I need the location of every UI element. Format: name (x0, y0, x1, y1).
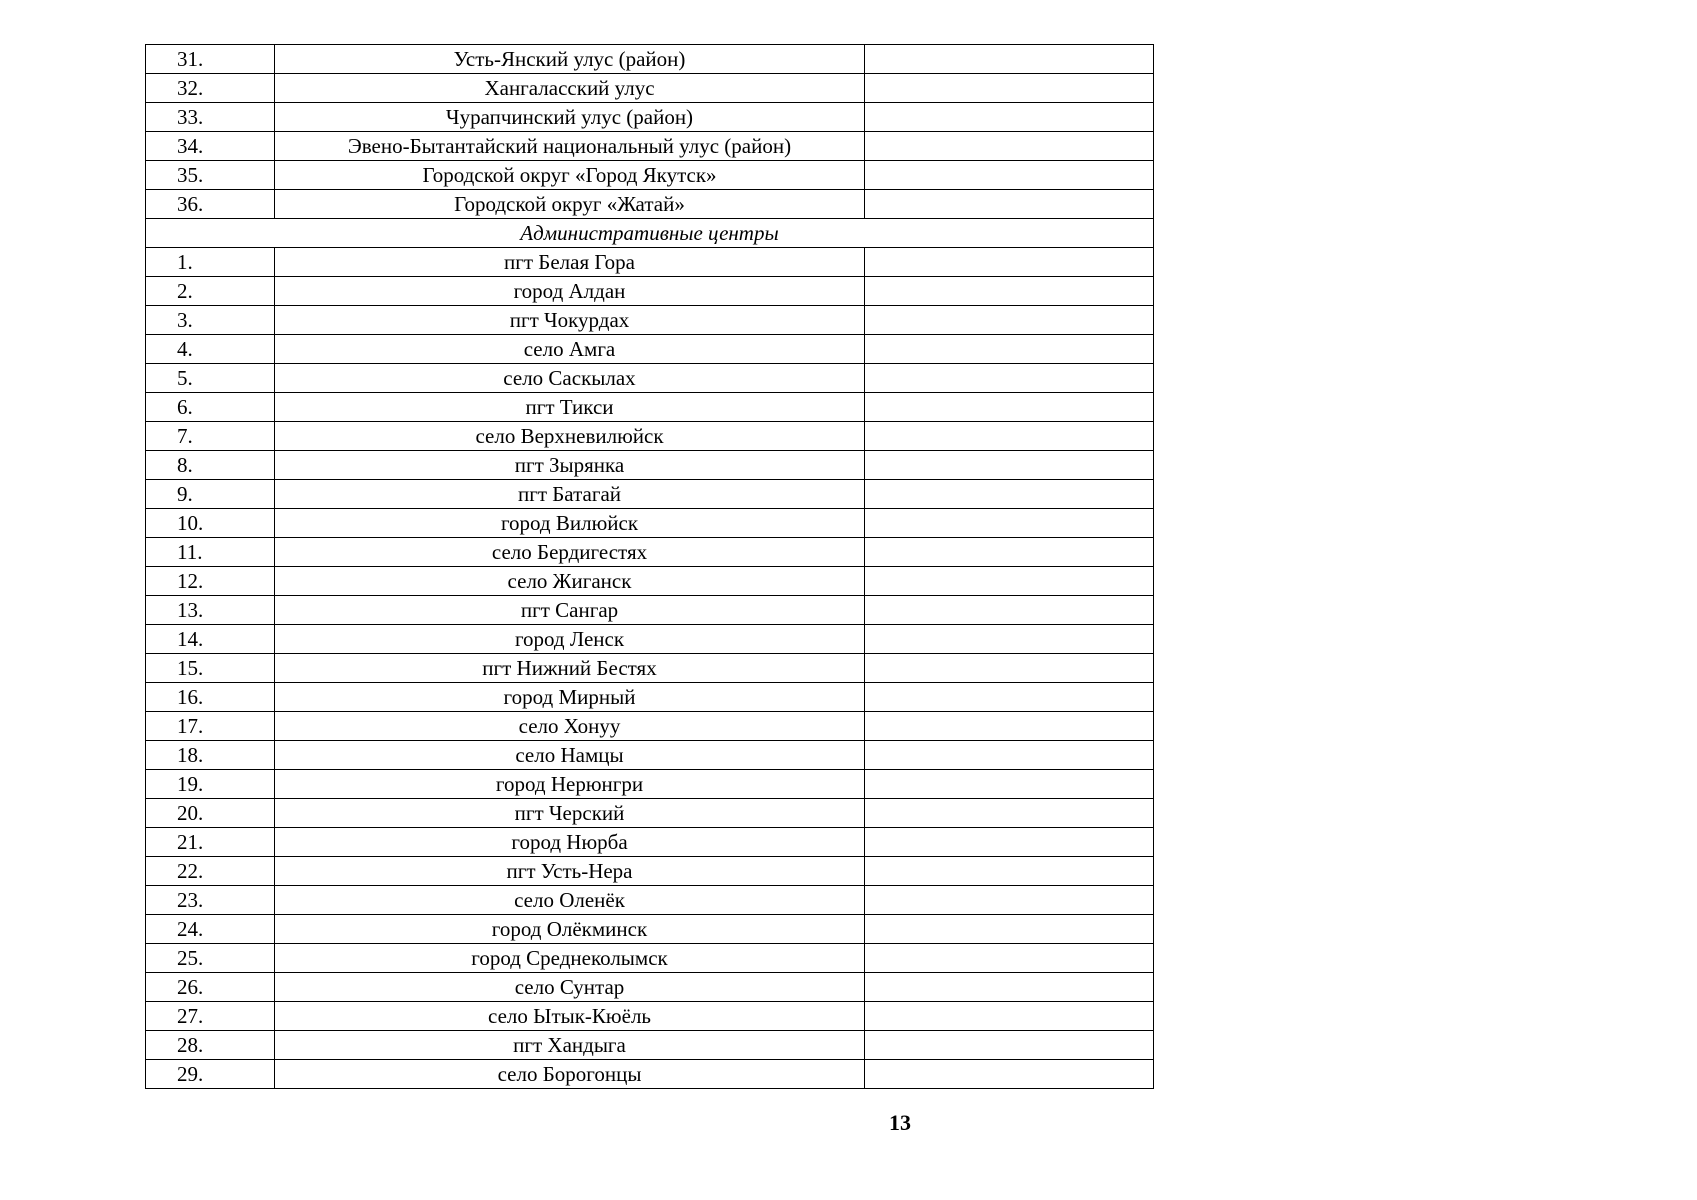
table-row (146, 277, 1154, 306)
row-extra (865, 161, 1154, 190)
row-name: село Верхневилюйск (275, 422, 865, 451)
row-number: 15. (146, 654, 275, 683)
section-header-row (146, 219, 1154, 248)
row-name: пгт Нижний Бестях (275, 654, 865, 683)
table-row (146, 306, 1154, 335)
row-name: пгт Сангар (275, 596, 865, 625)
row-number: 1. (146, 248, 275, 277)
row-extra (865, 596, 1154, 625)
table-row (146, 1060, 1154, 1089)
row-number: 20. (146, 799, 275, 828)
row-extra (865, 770, 1154, 799)
row-number: 35. (146, 161, 275, 190)
row-extra (865, 654, 1154, 683)
table-row (146, 828, 1154, 857)
row-extra (865, 538, 1154, 567)
table-row (146, 596, 1154, 625)
row-name: город Вилюйск (275, 509, 865, 538)
row-name: село Амга (275, 335, 865, 364)
row-name: село Бердигестях (275, 538, 865, 567)
row-number: 25. (146, 944, 275, 973)
row-extra (865, 973, 1154, 1002)
row-number: 21. (146, 828, 275, 857)
row-extra (865, 683, 1154, 712)
table-row (146, 190, 1154, 219)
row-number: 13. (146, 596, 275, 625)
row-extra (865, 944, 1154, 973)
row-number: 24. (146, 915, 275, 944)
row-extra (865, 277, 1154, 306)
row-name: город Нюрба (275, 828, 865, 857)
row-number: 10. (146, 509, 275, 538)
row-number: 28. (146, 1031, 275, 1060)
table-row (146, 741, 1154, 770)
row-number: 31. (146, 45, 275, 74)
row-name: село Жиганск (275, 567, 865, 596)
row-number: 9. (146, 480, 275, 509)
table-row (146, 683, 1154, 712)
table-body-section (146, 219, 1154, 248)
row-name: село Оленёк (275, 886, 865, 915)
row-extra (865, 45, 1154, 74)
row-number: 18. (146, 741, 275, 770)
table-row (146, 1031, 1154, 1060)
row-number: 32. (146, 74, 275, 103)
row-number: 26. (146, 973, 275, 1002)
table-row (146, 915, 1154, 944)
row-number: 8. (146, 451, 275, 480)
table-row (146, 886, 1154, 915)
table-row (146, 451, 1154, 480)
row-number: 6. (146, 393, 275, 422)
row-extra (865, 712, 1154, 741)
row-name: пгт Хандыга (275, 1031, 865, 1060)
row-number: 27. (146, 1002, 275, 1031)
row-name: пгт Тикси (275, 393, 865, 422)
row-name: Чурапчинский улус (район) (275, 103, 865, 132)
section-title: Административные центры (146, 219, 1154, 248)
row-number: 19. (146, 770, 275, 799)
table-row (146, 509, 1154, 538)
row-name: город Алдан (275, 277, 865, 306)
table-row (146, 422, 1154, 451)
row-name: село Борогонцы (275, 1060, 865, 1089)
row-name: Городской округ «Город Якутск» (275, 161, 865, 190)
row-extra (865, 567, 1154, 596)
table-row (146, 567, 1154, 596)
row-extra (865, 74, 1154, 103)
table-row (146, 944, 1154, 973)
districts-table (145, 44, 1154, 1089)
row-number: 11. (146, 538, 275, 567)
table-row (146, 973, 1154, 1002)
table-body-districts (146, 45, 1154, 219)
table-row (146, 1002, 1154, 1031)
row-name: пгт Зырянка (275, 451, 865, 480)
table-row (146, 625, 1154, 654)
table-row (146, 74, 1154, 103)
row-extra (865, 364, 1154, 393)
row-extra (865, 799, 1154, 828)
row-extra (865, 103, 1154, 132)
row-extra (865, 509, 1154, 538)
table-row (146, 364, 1154, 393)
table-row (146, 132, 1154, 161)
row-name: город Среднеколымск (275, 944, 865, 973)
row-extra (865, 480, 1154, 509)
row-number: 7. (146, 422, 275, 451)
row-number: 3. (146, 306, 275, 335)
row-extra (865, 422, 1154, 451)
row-extra (865, 393, 1154, 422)
row-extra (865, 625, 1154, 654)
row-name: город Мирный (275, 683, 865, 712)
row-extra (865, 915, 1154, 944)
table-row (146, 480, 1154, 509)
row-extra (865, 857, 1154, 886)
table-row (146, 161, 1154, 190)
table-row (146, 857, 1154, 886)
row-extra (865, 886, 1154, 915)
row-name: село Намцы (275, 741, 865, 770)
row-name: город Олёкминск (275, 915, 865, 944)
row-number: 5. (146, 364, 275, 393)
row-extra (865, 335, 1154, 364)
table-row (146, 654, 1154, 683)
row-name: Хангаласский улус (275, 74, 865, 103)
row-number: 2. (146, 277, 275, 306)
row-name: город Нерюнгри (275, 770, 865, 799)
row-name: город Ленск (275, 625, 865, 654)
row-number: 17. (146, 712, 275, 741)
row-number: 4. (146, 335, 275, 364)
row-extra (865, 741, 1154, 770)
row-name: пгт Чокурдах (275, 306, 865, 335)
table-row (146, 770, 1154, 799)
row-name: село Ытык-Кюёль (275, 1002, 865, 1031)
row-extra (865, 828, 1154, 857)
row-number: 29. (146, 1060, 275, 1089)
row-name: село Саскылах (275, 364, 865, 393)
row-extra (865, 451, 1154, 480)
row-extra (865, 248, 1154, 277)
table-row (146, 538, 1154, 567)
row-number: 33. (146, 103, 275, 132)
row-name: пгт Черский (275, 799, 865, 828)
row-name: пгт Батагай (275, 480, 865, 509)
row-extra (865, 1002, 1154, 1031)
table-row (146, 799, 1154, 828)
row-extra (865, 1060, 1154, 1089)
row-number: 14. (146, 625, 275, 654)
row-name: село Сунтар (275, 973, 865, 1002)
table-row (146, 393, 1154, 422)
row-name: Эвено-Бытантайский национальный улус (район) (275, 132, 865, 161)
row-number: 22. (146, 857, 275, 886)
row-extra (865, 306, 1154, 335)
table-row (146, 45, 1154, 74)
row-name: Усть-Янский улус (район) (275, 45, 865, 74)
table-body-admin-centers (146, 248, 1154, 1089)
row-name: село Хонуу (275, 712, 865, 741)
row-number: 36. (146, 190, 275, 219)
row-name: Городской округ «Жатай» (275, 190, 865, 219)
table-row (146, 248, 1154, 277)
table-row (146, 103, 1154, 132)
row-number: 34. (146, 132, 275, 161)
row-number: 23. (146, 886, 275, 915)
row-name: пгт Белая Гора (275, 248, 865, 277)
table-row (146, 335, 1154, 364)
row-extra (865, 132, 1154, 161)
row-extra (865, 190, 1154, 219)
row-number: 12. (146, 567, 275, 596)
page-number: 13 (889, 1110, 911, 1135)
table-row (146, 712, 1154, 741)
row-number: 16. (146, 683, 275, 712)
row-name: пгт Усть-Нера (275, 857, 865, 886)
row-extra (865, 1031, 1154, 1060)
